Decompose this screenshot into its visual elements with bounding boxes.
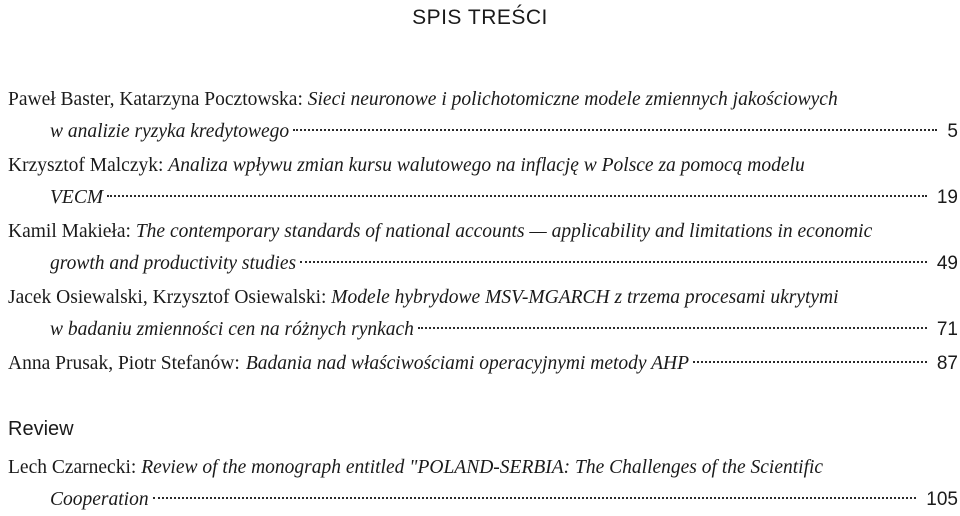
dot-leader <box>107 195 927 197</box>
dot-leader <box>293 129 937 131</box>
entry-authors: Kamil Makieła: <box>8 221 131 242</box>
page-number: 49 <box>936 253 958 274</box>
toc-entry-1 <box>8 84 958 148</box>
entry-title: Sieci neuronowe i polichotomiczne modele zmiennych jakościowych <box>307 89 838 110</box>
page-number: 105 <box>926 489 958 510</box>
entry-authors: Lech Czarnecki: <box>8 457 137 478</box>
dot-leader <box>693 361 927 363</box>
entry-authors: Paweł Baster, Katarzyna Pocztowska: <box>8 89 303 110</box>
entry-title: Review of the monograph entitled "POLAND-SERBIA: The Challenges of the Scientific <box>141 457 824 478</box>
toc-entry-4 <box>8 282 958 346</box>
page-number: 19 <box>936 187 958 208</box>
entry-authors: Krzysztof Malczyk: <box>8 155 164 176</box>
entry-title: The contemporary standards of national accounts — applicability and limitations in economic <box>135 221 873 242</box>
page-number: 5 <box>947 121 958 142</box>
entry-title: Badania nad właściwościami operacyjnymi metody AHP <box>245 353 690 374</box>
entry-title-cont: Cooperation <box>50 489 149 510</box>
page-number: 87 <box>936 353 958 374</box>
entry-authors: Jacek Osiewalski, Krzysztof Osiewalski: <box>8 287 327 308</box>
toc-entry-review <box>8 452 958 516</box>
toc-entry-3 <box>8 216 958 280</box>
page-title: SPIS TREŚCI <box>412 6 548 29</box>
section-heading-review: Review <box>8 418 74 440</box>
entry-title: Analiza wpływu zmian kursu walutowego na inflację w Polsce za pomocą modelu <box>168 155 805 176</box>
page-number: 71 <box>936 319 958 340</box>
toc-entry-5 <box>8 348 958 380</box>
entry-title-cont: growth and productivity studies <box>50 253 297 274</box>
toc-entry-2 <box>8 150 958 214</box>
dot-leader <box>153 497 917 499</box>
entry-authors: Anna Prusak, Piotr Stefanów: <box>8 353 240 374</box>
entry-title-cont: w badaniu zmienności cen na różnych rynkach <box>50 319 414 340</box>
entry-title-cont: w analizie ryzyka kredytowego <box>50 121 290 142</box>
dot-leader <box>418 327 927 329</box>
entry-title-cont: VECM <box>50 187 104 208</box>
dot-leader <box>300 261 927 263</box>
entry-title: Modele hybrydowe MSV-MGARCH z trzema procesami ukrytymi <box>331 287 839 308</box>
